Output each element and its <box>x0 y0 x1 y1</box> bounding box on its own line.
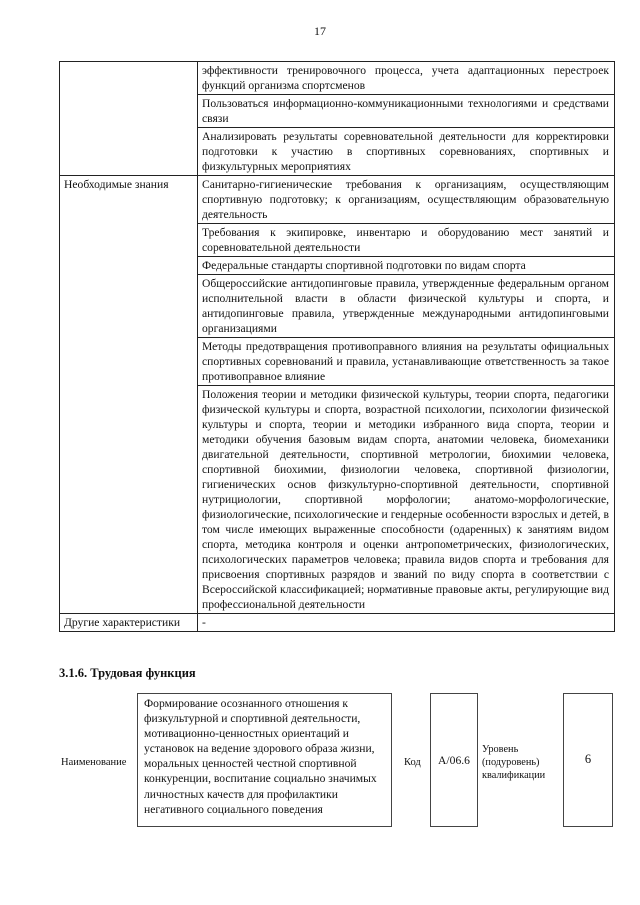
code-label: Код <box>404 757 421 768</box>
table-row <box>60 176 615 224</box>
function-name-label: Наименование <box>61 757 127 768</box>
qualification-level-label: Уровень (подуровень) квалификации <box>482 744 546 781</box>
table-cell: Пользоваться информационно-коммуникационными технологиями и средствами связи <box>198 95 615 128</box>
table-cell: Федеральные стандарты спортивной подготовки по видам спорта <box>198 257 615 275</box>
code-value: A/06.6 <box>430 693 478 827</box>
table-row <box>60 62 615 95</box>
table-cell: Требования к экипировке, инвентарю и оборудованию мест занятий и соревновательной деятельности <box>198 224 615 257</box>
table-cell: Методы предотвращения противоправного влияния на результаты официальных спортивных соревнований и правила, устанавливающие ответственность за такое противоправное влияние <box>198 338 615 386</box>
requirements-table <box>59 61 615 632</box>
page-number: 17 <box>314 24 326 38</box>
section-title: 3.1.6. Трудовая функция <box>59 666 196 680</box>
table-cell: эффективности тренировочного процесса, учета адаптационных перестроек функций организма спортсменов <box>198 62 615 95</box>
table-cell: - <box>198 614 615 632</box>
qualification-level-value: 6 <box>563 693 613 827</box>
table-row <box>60 614 615 632</box>
table-cell: Анализировать результаты соревновательной деятельности для корректировки подготовки к участию в спортивных соревнованиях, спортивных и физкультурных мероприятиях <box>198 128 615 176</box>
function-name-value: Формирование осознанного отношения к физкультурной и спортивной деятельности, мотивационно-ценностных ориентаций и установок на ведение здорового образа жизни, моральных ценностей честной спортивной конкуренции, воспитание социально значимых личностных качеств для профилактики негативного социального поведения <box>137 693 392 827</box>
table-cell: Положения теории и методики физической культуры, теории спорта, педагогики физической культуры и спорта, возрастной психологии, психологии физической культуры и спорта, теории и методики избранного вида спорта, теории и методики обучения базовым видам спорта, анатомии человека, биомеханики двигательной деятельности, спортивной метрологии, биохимии человека, спортивной биохимии, физиологии человека, спортивной физиологии, гигиенических основ физкультурно-спортивной деятельности, спортивной нутрициологии, спортивной морфологии; анатомо-морфологические, физиологические, психологические и гендерные особенности взрослых и детей, в том числе имеющих выраженные способности (одаренных) к занятиям видом спорта, методика контроля и оценки антропометрических, физиологических, психологических параметров человека; правила видов спорта и требования для присвоения спортивных разрядов и званий по виду спорта в соответствии с Всероссийской классификацией; нормативные правовые акты, регулирующие вид профессиональной деятельности <box>198 386 615 614</box>
row-label: Необходимые знания <box>60 176 198 614</box>
row-label: Другие характеристики <box>60 614 198 632</box>
table-cell: Санитарно-гигиенические требования к организациям, осуществляющим спортивную подготовку; к организациям, осуществляющим образовательную деятельность <box>198 176 615 224</box>
table-cell: Общероссийские антидопинговые правила, утвержденные федеральным органом исполнительной власти в области физической культуры и спорта, и антидопинговые правила, утвержденные международными антидопинговыми организациями <box>198 275 615 338</box>
row-label <box>60 62 198 176</box>
